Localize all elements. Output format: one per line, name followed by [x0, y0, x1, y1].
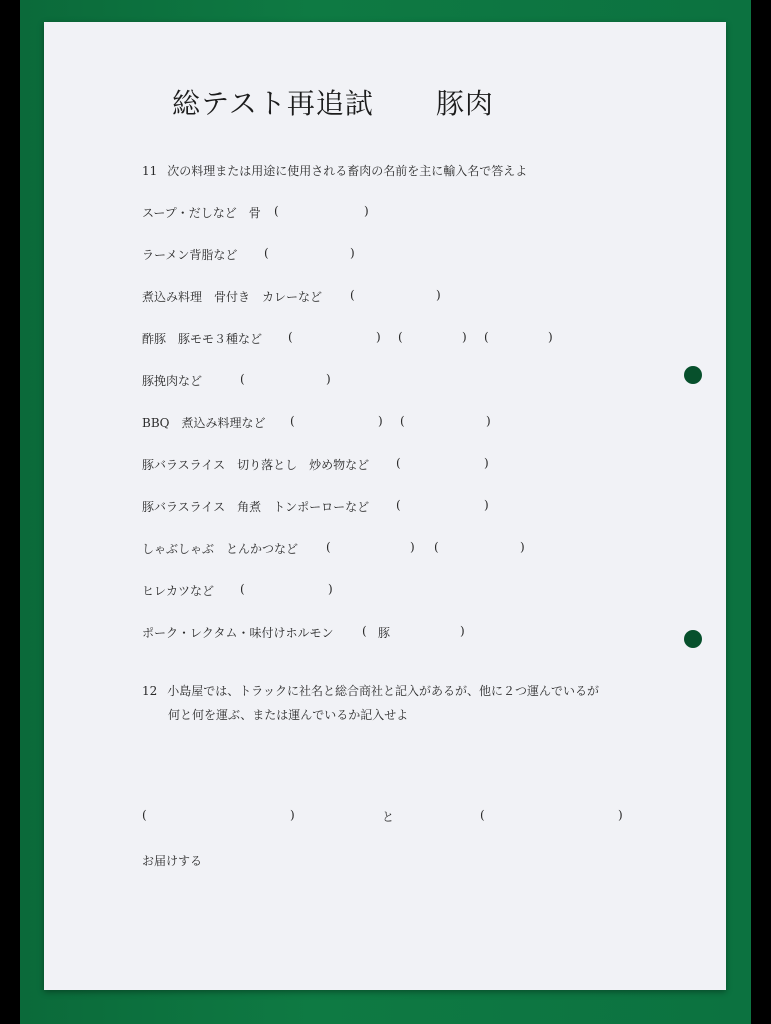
blank-close: ) [328, 582, 333, 596]
blank-open[interactable]: ( [398, 330, 403, 344]
blank-prefill: 豚 [378, 626, 391, 640]
blank-close: ) [484, 498, 489, 512]
blank-open[interactable]: ( [142, 808, 147, 822]
answer-row [142, 246, 702, 266]
item-label: ポーク・レクタム・味付けホルモン [142, 626, 334, 640]
blank-open[interactable]: ( [350, 288, 355, 302]
item-label: スープ・だしなど 骨 [142, 206, 261, 220]
blank-close: ) [410, 540, 415, 554]
blank-open[interactable]: ( [362, 624, 367, 638]
blank-open[interactable]: ( [396, 498, 401, 512]
item-label: ラーメン背脂など [142, 248, 238, 262]
blank-open[interactable]: ( [240, 582, 245, 596]
item-label: 豚バラスライス 切り落とし 炒め物など [142, 458, 370, 472]
blank-close: ) [350, 246, 355, 260]
answer-row [142, 540, 702, 560]
answer-row [142, 624, 702, 644]
answer-row [142, 456, 702, 476]
answer-row [142, 414, 702, 434]
blank-close: ) [484, 456, 489, 470]
blank-open[interactable]: ( [264, 246, 269, 260]
blank-close: ) [290, 808, 295, 822]
blank-close: ) [376, 330, 381, 344]
blank-close: ) [436, 288, 441, 302]
blank-open[interactable]: ( [434, 540, 439, 554]
item-label: ヒレカツなど [142, 584, 215, 598]
item-label: 豚バラスライス 角煮 トンポーローなど [142, 500, 370, 514]
answer-row [142, 204, 702, 224]
item-label: 煮込み料理 骨付き カレーなど [142, 290, 323, 304]
question-12-line2: 何と何を運ぶ、または運んでいるか記入せよ [168, 708, 409, 722]
conjunction-label: と [382, 810, 395, 824]
question-text: 小島屋では、トラックに社名と総合商社と記入があるが、他に２つ運んでいるが [167, 684, 600, 698]
closing-text: お届けする [142, 854, 203, 868]
item-label: しゃぶしゃぶ とんかつなど [142, 542, 299, 556]
blank-open[interactable]: ( [400, 414, 405, 428]
worksheet-paper [44, 22, 726, 990]
page-title [172, 82, 494, 122]
answer-row [142, 582, 702, 602]
blank-close: ) [378, 414, 383, 428]
blank-open[interactable]: ( [274, 204, 279, 218]
item-label: 酢豚 豚モモ３種など [142, 332, 263, 346]
blank-close: ) [486, 414, 491, 428]
blank-close: ) [326, 372, 331, 386]
blank-close: ) [618, 808, 623, 822]
answer-row [142, 498, 702, 518]
answer-row-q12 [142, 808, 642, 828]
title-sub: 豚肉 [435, 87, 494, 120]
question-number: 11 [142, 164, 158, 178]
blank-open[interactable]: ( [480, 808, 485, 822]
question-11-heading [142, 162, 527, 179]
blank-close: ) [460, 624, 465, 638]
blank-open[interactable]: ( [290, 414, 295, 428]
answer-row [142, 372, 702, 392]
answer-row [142, 288, 702, 308]
question-number: 12 [142, 684, 158, 698]
answer-row [142, 330, 702, 350]
blank-close: ) [520, 540, 525, 554]
item-label: BBQ 煮込み料理など [142, 416, 266, 430]
item-label: 豚挽肉など [142, 374, 203, 388]
blank-open[interactable]: ( [288, 330, 293, 344]
blank-close: ) [462, 330, 467, 344]
blank-close: ) [548, 330, 553, 344]
question-text: 次の料理または用途に使用される畜肉の名前を主に輸入名で答えよ [167, 164, 528, 178]
blank-open[interactable]: ( [396, 456, 401, 470]
title-main: 総テスト再追試 [172, 87, 374, 120]
question-12-line1 [142, 682, 599, 699]
blank-open[interactable]: ( [484, 330, 489, 344]
blank-close: ) [364, 204, 369, 218]
blank-open[interactable]: ( [240, 372, 245, 386]
blank-open[interactable]: ( [326, 540, 331, 554]
